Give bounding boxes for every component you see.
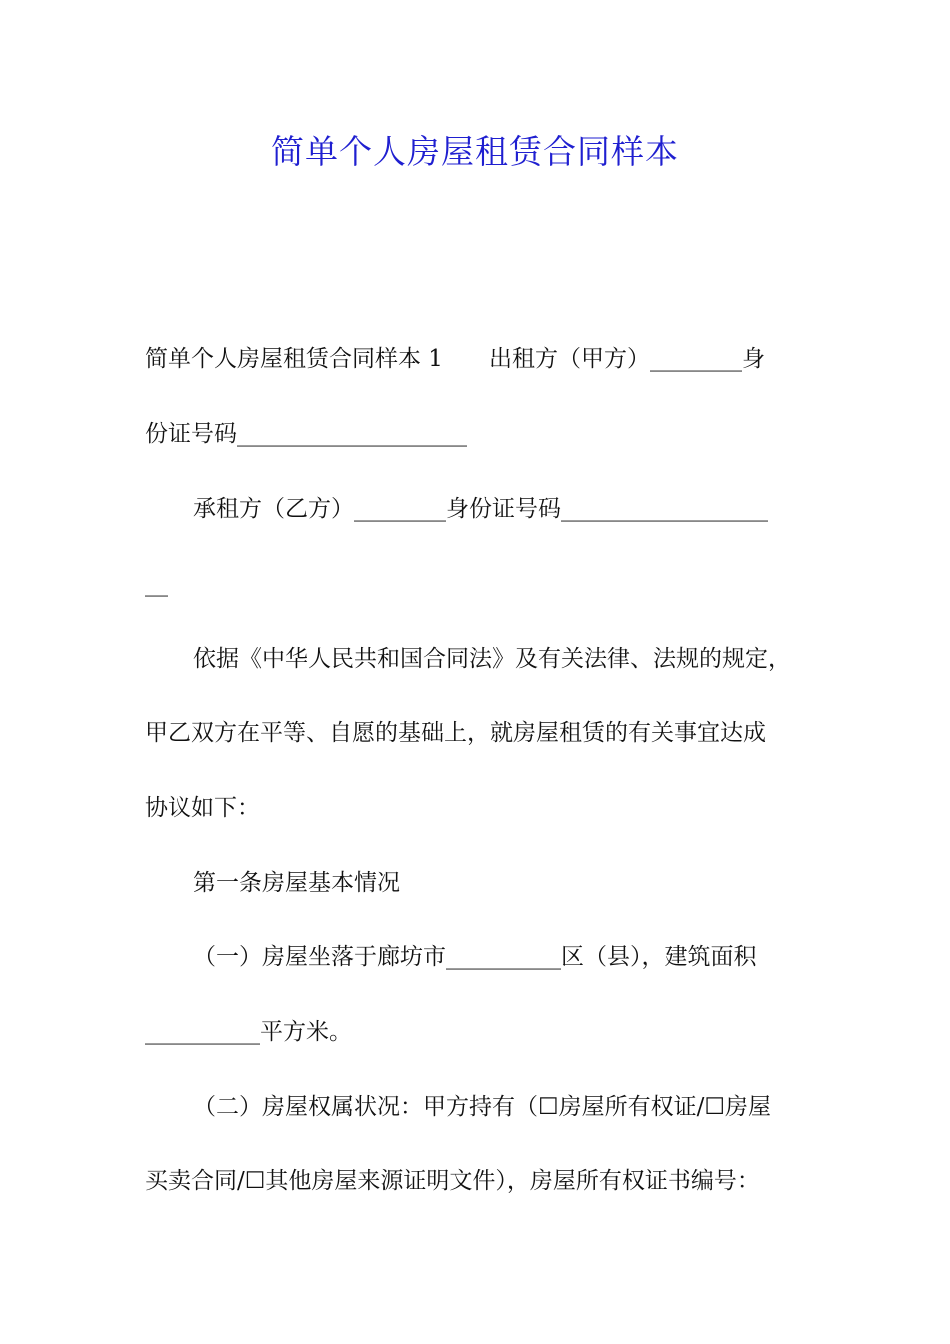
paragraph-line-5: 依据《中华人民共和国合同法》及有关法律、法规的规定，: [193, 646, 791, 672]
paragraph-line-6: 甲乙双方在平等、自愿的基础上，就房屋租赁的有关事宜达成: [145, 720, 766, 746]
paragraph-line-2: 份证号码____________________: [145, 421, 467, 447]
paragraph-line-11: （二）房屋权属状况：甲方持有（☐房屋所有权证/☐房屋: [193, 1094, 771, 1120]
section-heading: 第一条房屋基本情况: [193, 870, 400, 896]
paragraph-line-3: 承租方（乙方）________身份证号码__________________: [193, 496, 768, 522]
paragraph-line-9: （一）房屋坐落于廊坊市__________区（县），建筑面积: [193, 944, 757, 970]
paragraph-line-12: 买卖合同/☐其他房屋来源证明文件），房屋所有权证书编号：: [145, 1168, 760, 1194]
paragraph-line-10: __________平方米。: [145, 1019, 352, 1045]
paragraph-line-1: 简单个人房屋租赁合同样本 1 出租方（甲方）________身: [145, 346, 765, 372]
paragraph-line-7: 协议如下：: [145, 795, 260, 821]
paragraph-line-4: __: [145, 571, 168, 597]
document-title: 简单个人房屋租赁合同样本: [271, 132, 679, 171]
